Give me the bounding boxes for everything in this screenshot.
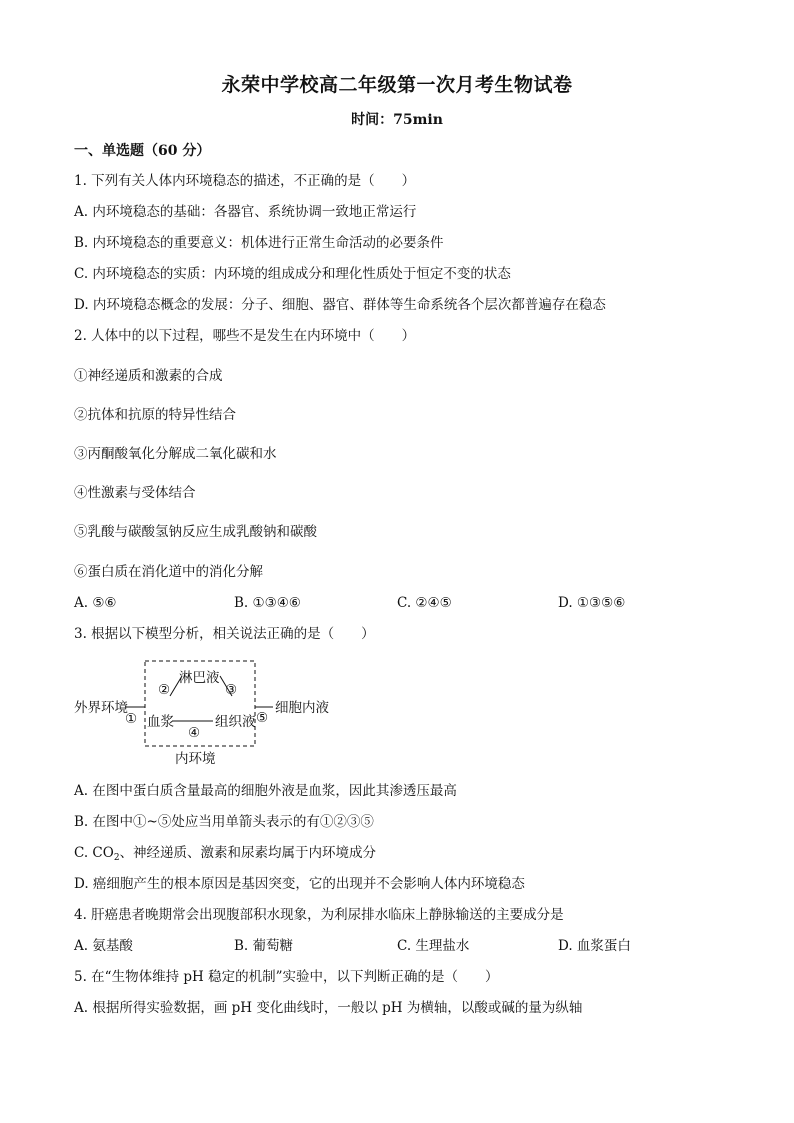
q2-item: ①神经递质和激素的合成	[74, 368, 223, 384]
label-plasma: 血浆	[147, 714, 174, 730]
q4-option-d: D. 血浆蛋白	[558, 938, 631, 954]
q5-option-a: A. 根据所得实验数据，画 pH 变化曲线时，一般以 pH 为横轴，以酸或碱的量为纵轴	[74, 1000, 583, 1016]
mark-5: ⑤	[256, 710, 269, 726]
q2-item: ⑥蛋白质在消化道中的消化分解	[74, 564, 263, 580]
q1-option-a: A. 内环境稳态的基础：各器官、系统协调一致地正常运行	[74, 204, 417, 220]
label-tissue-fluid: 组织液	[215, 714, 256, 730]
q1-option-c: C. 内环境稳态的实质：内环境的组成成分和理化性质处于恒定不变的状态	[74, 266, 511, 282]
label-outside-environment: 外界环境	[74, 700, 128, 716]
label-internal-environment: 内环境	[175, 751, 216, 767]
q1-option-d: D. 内环境稳态概念的发展：分子、细胞、器官、群体等生命系统各个层次都普遍存在稳态	[74, 297, 606, 313]
label-lymph: 淋巴液	[179, 670, 220, 686]
exam-time: 时间：75min	[351, 112, 443, 128]
mark-3: ③	[225, 682, 238, 698]
q3-c-sub: 2	[113, 853, 120, 863]
q2-item: ②抗体和抗原的特异性结合	[74, 407, 236, 423]
q4-stem: 4. 肝癌患者晚期常会出现腹部积水现象，为利尿排水临床上静脉输送的主要成分是	[74, 907, 564, 923]
q2-item: ⑤乳酸与碳酸氢钠反应生成乳酸钠和碳酸	[74, 524, 317, 540]
q3-option-b: B. 在图中①~⑤处应当用单箭头表示的有①②③⑤	[74, 814, 374, 830]
q4-option-b: B. 葡萄糖	[234, 938, 294, 954]
mark-4: ④	[188, 725, 201, 741]
internal-environment-diagram	[70, 658, 340, 770]
q3-option-a: A. 在图中蛋白质含量最高的细胞外液是血浆，因此其渗透压最高	[74, 783, 457, 799]
q2-item: ④性激素与受体结合	[74, 485, 196, 501]
q1-stem: 1. 下列有关人体内环境稳态的描述，不正确的是（ ）	[74, 173, 416, 189]
q2-option-d: D. ①③⑤⑥	[558, 595, 626, 611]
label-cell-fluid: 细胞内液	[275, 700, 329, 716]
q4-option-a: A. 氨基酸	[74, 938, 133, 954]
q2-option-c: C. ②④⑤	[397, 595, 452, 611]
q2-stem: 2. 人体中的以下过程，哪些不是发生在内环境中（ ）	[74, 328, 416, 344]
q2-option-b: B. ①③④⑥	[234, 595, 301, 611]
mark-1: ①	[125, 711, 138, 727]
q2-option-a: A. ⑤⑥	[74, 595, 117, 611]
q2-item: ③丙酮酸氧化分解成二氧化碳和水	[74, 446, 277, 462]
q1-option-b: B. 内环境稳态的重要意义：机体进行正常生命活动的必要条件	[74, 235, 444, 251]
q3-stem: 3. 根据以下模型分析，相关说法正确的是（ ）	[74, 626, 375, 642]
q3-option-c	[74, 844, 376, 867]
section-heading: 一、单选题（60 分）	[74, 143, 211, 159]
q4-option-c: C. 生理盐水	[397, 938, 470, 954]
q3-c-post: 、神经递质、激素和尿素均属于内环境成分	[119, 845, 377, 861]
q3-option-d: D. 癌细胞产生的根本原因是基因突变，它的出现并不会影响人体内环境稳态	[74, 876, 525, 892]
mark-2: ②	[158, 682, 171, 698]
q3-c-pre: C. CO	[74, 845, 114, 861]
q5-stem: 5. 在“生物体维持 pH 稳定的机制”实验中，以下判断正确的是（ ）	[74, 969, 499, 985]
exam-title: 永荣中学校高二年级第一次月考生物试卷	[221, 74, 573, 96]
